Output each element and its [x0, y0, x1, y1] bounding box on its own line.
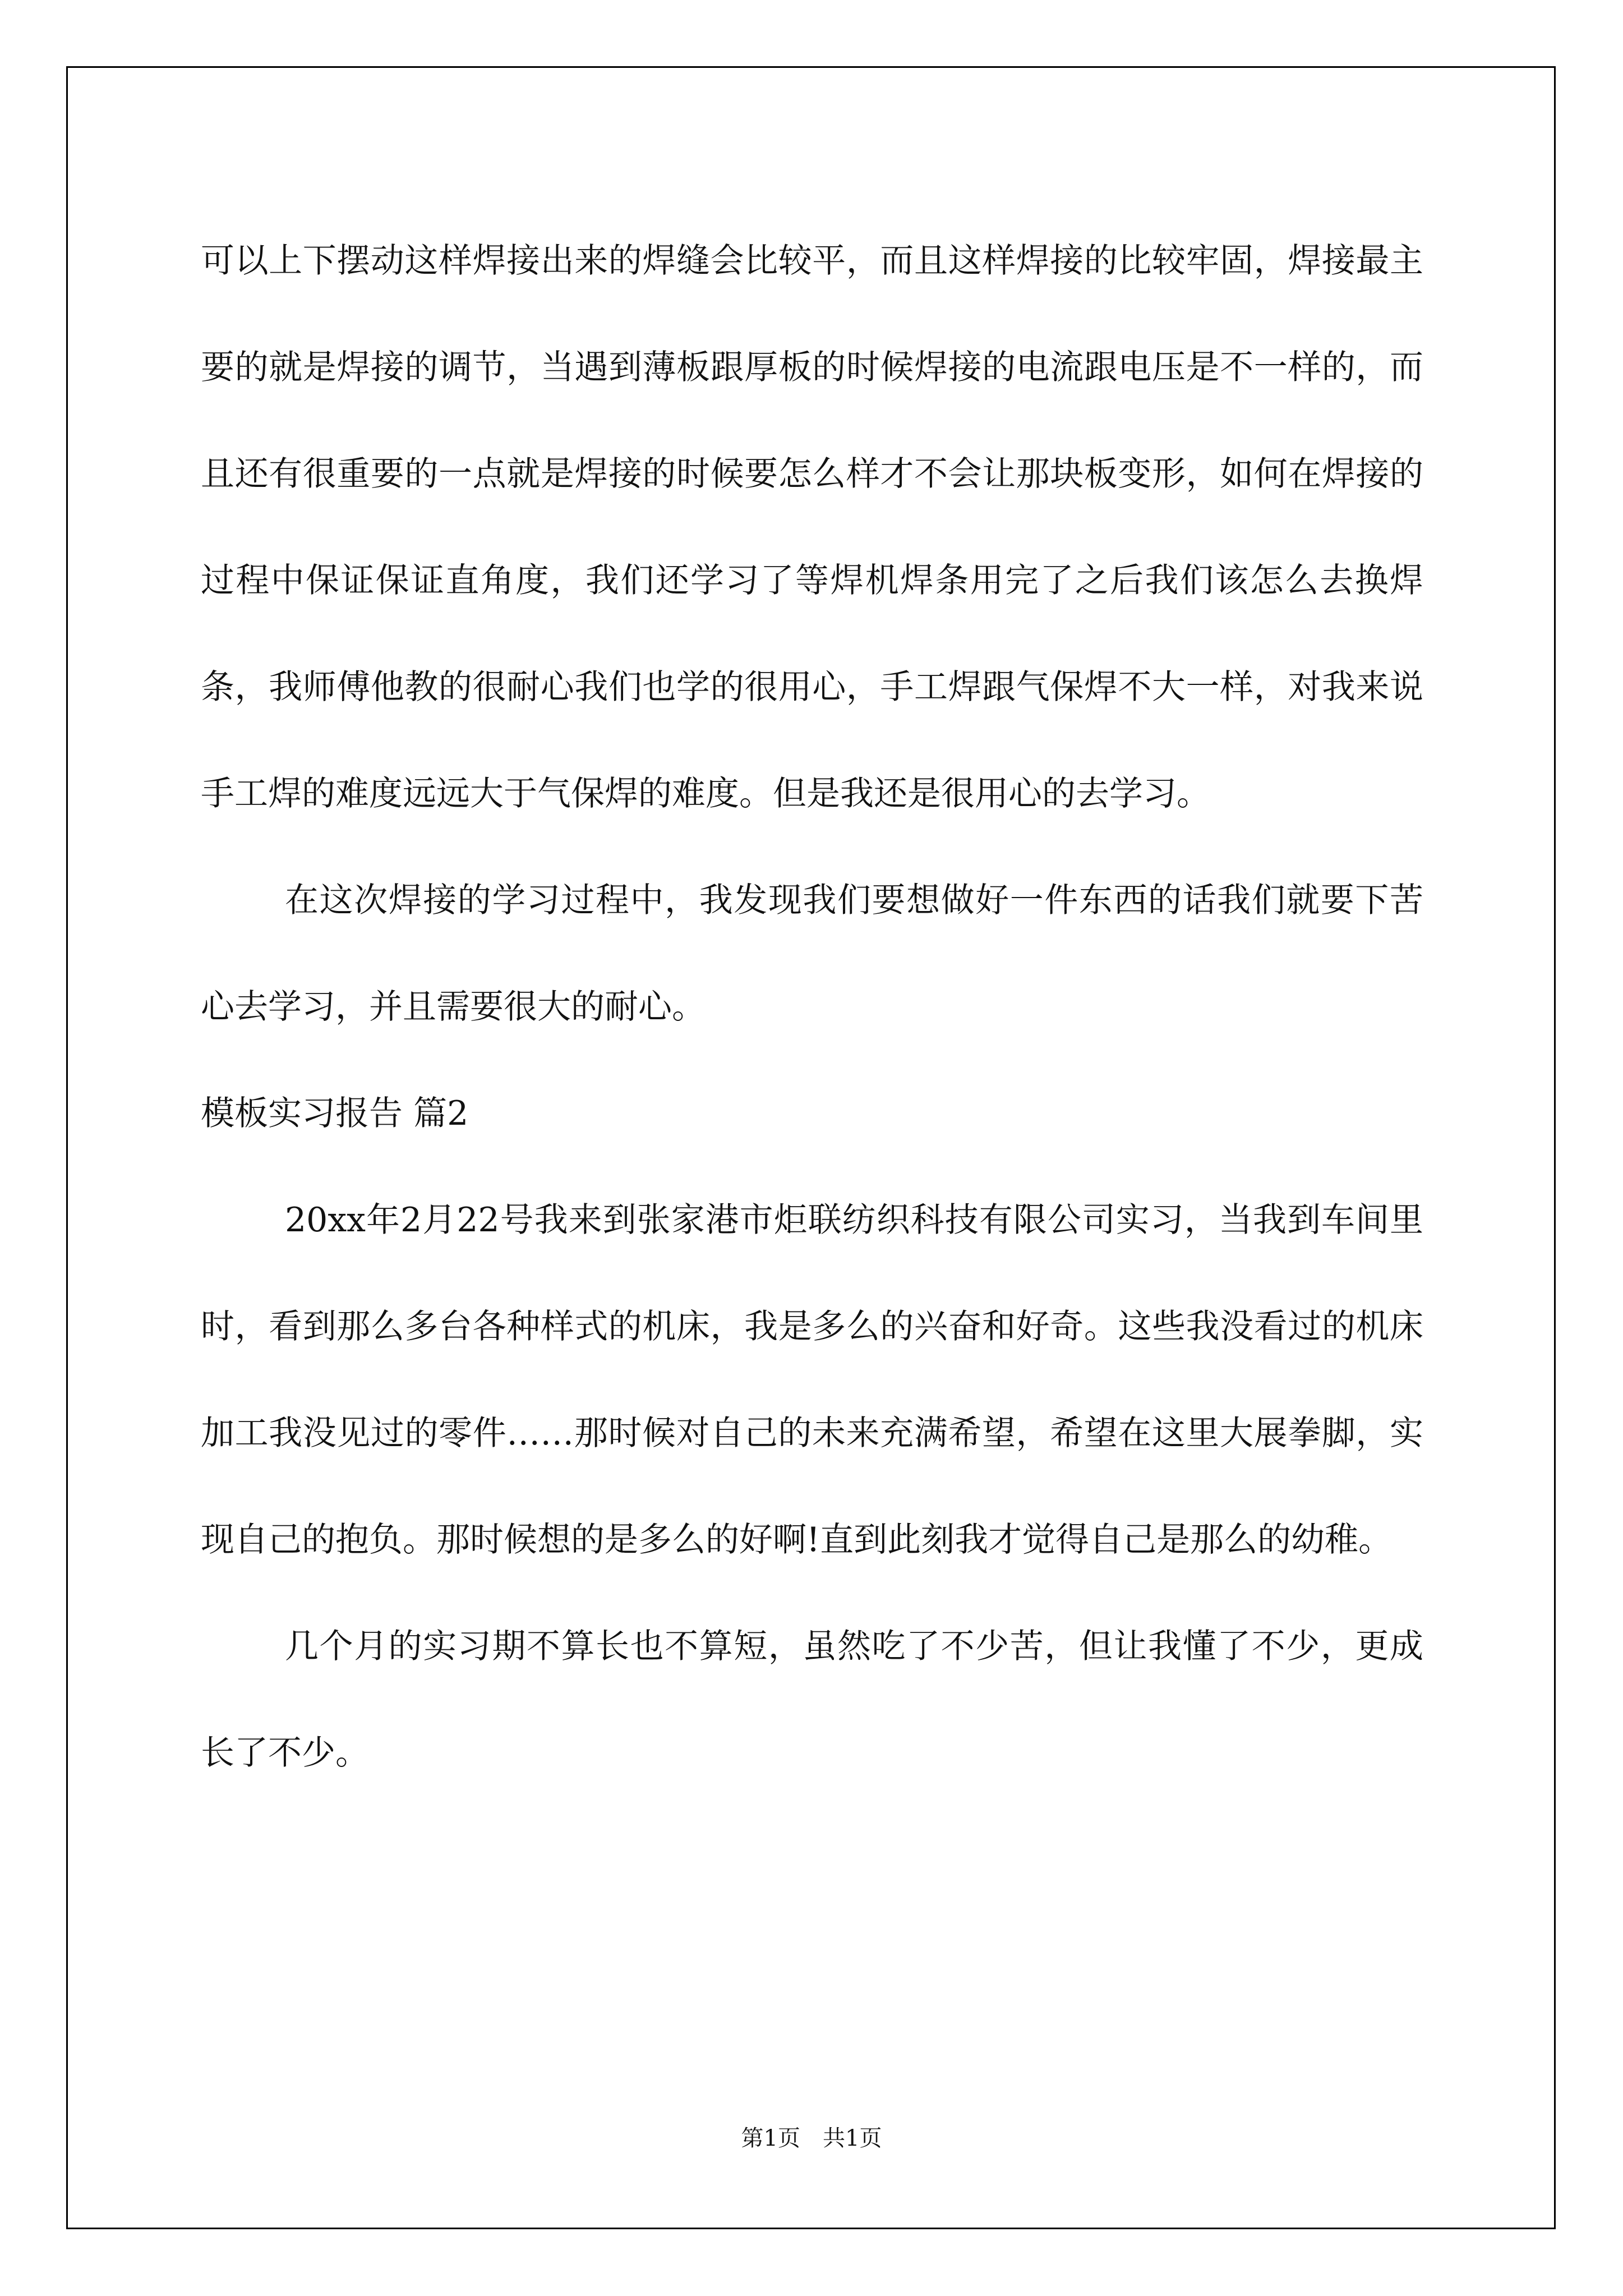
document-body — [201, 208, 1423, 1806]
section-heading: 模板实习报告 篇2 — [201, 1094, 469, 1133]
paragraph-welding-lesson: 在这次焊接的学习过程中，我发现我们要想做好一件东西的话我们就要下苦心去学习，并且需要很大的耐心。 — [201, 881, 1423, 1027]
paragraph-reflection: 几个月的实习期不算长也不算短，虽然吃了不少苦，但让我懂了不少，更成长了不少。 — [201, 1627, 1423, 1773]
page-footer: 第1页 共1页 — [741, 2125, 882, 2151]
paragraph-continued: 可以上下摆动这样焊接出来的焊缝会比较平，而且这样焊接的比较牢固，焊接最主要的就是焊接的调节，当遇到薄板跟厚板的时候焊接的电流跟电压是不一样的，而且还有很重要的一点就是焊接的时候要怎么样才不会让那块板变形，如何在焊接的过程中保证保证直角度，我们还学习了等焊机焊条用完了之后我们该怎么去换焊条，我师傅他教的很耐心我们也学的很用心，手工焊跟气保焊不大一样，对我来说手工焊的难度远远大于气保焊的难度。但是我还是很用心的去学习。 — [201, 241, 1423, 813]
paragraph-arrival: 20xx年2月22号我来到张家港市炬联纺织科技有限公司实习，当我到车间里时，看到那么多台各种样式的机床，我是多么的兴奋和好奇。这些我没看过的机床加工我没见过的零件……那时候对自己的未来充满希望，希望在这里大展拳脚，实现自己的抱负。那时候想的是多么的好啊!直到此刻我才觉得自己是那么的幼稚。 — [201, 1200, 1423, 1559]
